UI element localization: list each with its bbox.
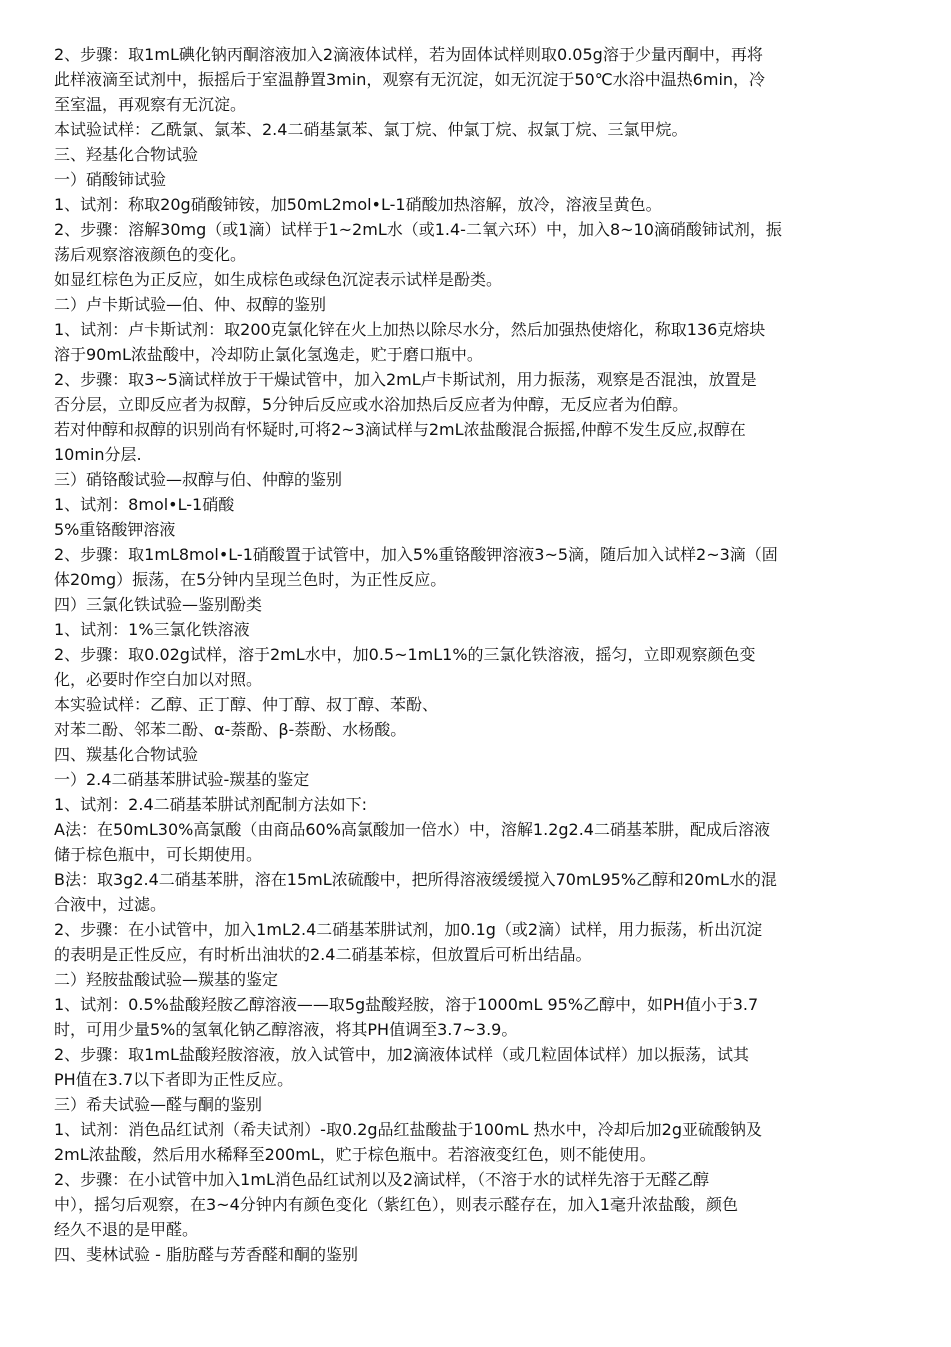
- text-line: 至室温，再观察有无沉淀。: [54, 95, 247, 114]
- text-line: 储于棕色瓶中，可长期使用。: [54, 845, 263, 864]
- text-line: 本实验试样：乙醇、正丁醇、仲丁醇、叔丁醇、苯酚、: [54, 695, 439, 714]
- text-line: 对苯二酚、邻苯二酚、α-萘酚、β-萘酚、水杨酸。: [54, 720, 407, 739]
- text-line: 1、试剂：称取20g硝酸铈铵，加50mL2mol•L-1硝酸加热溶解，放冷，溶液呈黄色。: [54, 195, 662, 214]
- text-line: 1、试剂：8mol•L-1硝酸: [54, 495, 235, 514]
- text-line: 1、试剂：消色品红试剂（希夫试剂）-取0.2g品红盐酸盐于100mL 热水中，冷却后加2g亚硫酸钠及: [54, 1120, 763, 1139]
- text-line: 若对仲醇和叔醇的识别尚有怀疑时,可将2~3滴试样与2mL浓盐酸混合振摇,仲醇不发生反应,叔醇在: [54, 420, 746, 439]
- text-line: 体20mg）振荡，在5分钟内呈现兰色时，为正性反应。: [54, 570, 447, 589]
- text-line: 三）希夫试验—醛与酮的鉴别: [54, 1095, 263, 1114]
- text-line: 1、试剂：1%三氯化铁溶液: [54, 620, 250, 639]
- text-line: 化，必要时作空白加以对照。: [54, 670, 263, 689]
- text-line: 本试验试样：乙酰氯、氯苯、2.4二硝基氯苯、氯丁烷、仲氯丁烷、叔氯丁烷、三氯甲烷。: [54, 120, 688, 139]
- text-line: 四、斐林试验 - 脂肪醛与芳香醛和酮的鉴别: [54, 1245, 358, 1264]
- text-line: 否分层，立即反应者为叔醇，5分钟后反应或水浴加热后反应者为仲醇，无反应者为伯醇。: [54, 395, 689, 414]
- text-line: 的表明是正性反应，有时析出油状的2.4二硝基苯棕，但放置后可析出结晶。: [54, 945, 592, 964]
- text-line: 1、试剂：卢卡斯试剂：取200克氯化锌在火上加热以除尽水分，然后加强热使熔化，称取136克熔块: [54, 320, 766, 339]
- text-line: 二）羟胺盐酸试验—羰基的鉴定: [54, 970, 279, 989]
- text-line: 1、试剂：2.4二硝基苯肼试剂配制方法如下:: [54, 795, 368, 814]
- text-line: 一）硝酸铈试验: [54, 170, 167, 189]
- text-line: 如显红棕色为正反应，如生成棕色或绿色沉淀表示试样是酚类。: [54, 270, 503, 289]
- text-line: 时，可用少量5%的氢氧化钠乙醇溶液，将其PH值调至3.7~3.9。: [54, 1020, 518, 1039]
- text-line: A法：在50mL30%高氯酸（由商品60%高氯酸加一倍水）中，溶解1.2g2.4二硝基苯肼，配成后溶液: [54, 820, 770, 839]
- text-line: 溶于90mL浓盐酸中，冷却防止氯化氢逸走，贮于磨口瓶中。: [54, 345, 483, 364]
- text-line: 2、步骤：取1mL8mol•L-1硝酸置于试管中，加入5%重铬酸钾溶液3~5滴，随后加入试样2~3滴（固: [54, 545, 778, 564]
- text-line: 中），摇匀后观察，在3~4分钟内有颜色变化（紫红色），则表示醛存在，加入1毫升浓盐酸，颜色: [54, 1195, 738, 1214]
- text-line: 2、步骤：在小试管中加入1mL消色品红试剂以及2滴试样，（不溶于水的试样先溶于无醛乙醇: [54, 1170, 710, 1189]
- text-line: 2、步骤：取1mL碘化钠丙酮溶液加入2滴液体试样，若为固体试样则取0.05g溶于少量丙酮中，再将: [54, 45, 763, 64]
- text-line: 1、试剂：0.5%盐酸羟胺乙醇溶液——取5g盐酸羟胺，溶于1000mL 95%乙醇中，如PH值小于3.7: [54, 995, 759, 1014]
- text-line: 三、羟基化合物试验: [54, 145, 199, 164]
- text-line: B法：取3g2.4二硝基苯肼，溶在15mL浓硫酸中，把所得溶液缓缓搅入70mL95%乙醇和20mL水的混: [54, 870, 777, 889]
- text-line: 此样液滴至试剂中，振摇后于室温静置3min，观察有无沉淀，如无沉淀于50℃水浴中温热6min，冷: [54, 70, 766, 89]
- text-line: 荡后观察溶液颜色的变化。: [54, 245, 247, 264]
- text-line: 2、步骤：溶解30mg（或1滴）试样于1~2mL水（或1.4-二氧六环）中，加入8~10滴硝酸铈试剂，振: [54, 220, 782, 239]
- text-line: 5%重铬酸钾溶液: [54, 520, 176, 539]
- text-line: 四、羰基化合物试验: [54, 745, 199, 764]
- text-line: 2、步骤：取1mL盐酸羟胺溶液，放入试管中，加2滴液体试样（或几粒固体试样）加以振荡，试其: [54, 1045, 750, 1064]
- text-line: 二）卢卡斯试验—伯、仲、叔醇的鉴别: [54, 295, 327, 314]
- text-line: 2、步骤：取0.02g试样，溶于2mL水中，加0.5~1mL1%的三氯化铁溶液，摇匀，立即观察颜色变: [54, 645, 756, 664]
- document-page: [54, 42, 900, 1267]
- text-line: 经久不退的是甲醛。: [54, 1220, 199, 1239]
- text-line: 一）2.4二硝基苯肼试验-羰基的鉴定: [54, 770, 310, 789]
- text-line: PH值在3.7以下者即为正性反应。: [54, 1070, 294, 1089]
- text-line: 合液中，过滤。: [54, 895, 167, 914]
- text-line: 2、步骤：在小试管中，加入1mL2.4二硝基苯肼试剂，加0.1g（或2滴）试样，用力振荡，析出沉淀: [54, 920, 763, 939]
- text-line: 10min分层.: [54, 445, 142, 464]
- text-line: 三）硝铬酸试验—叔醇与伯、仲醇的鉴别: [54, 470, 343, 489]
- text-line: 2mL浓盐酸，然后用水稀释至200mL，贮于棕色瓶中。若溶液变红色，则不能使用。: [54, 1145, 656, 1164]
- text-line: 四）三氯化铁试验—鉴别酚类: [54, 595, 263, 614]
- text-line: 2、步骤：取3~5滴试样放于干燥试管中，加入2mL卢卡斯试剂，用力振荡，观察是否混浊，放置是: [54, 370, 757, 389]
